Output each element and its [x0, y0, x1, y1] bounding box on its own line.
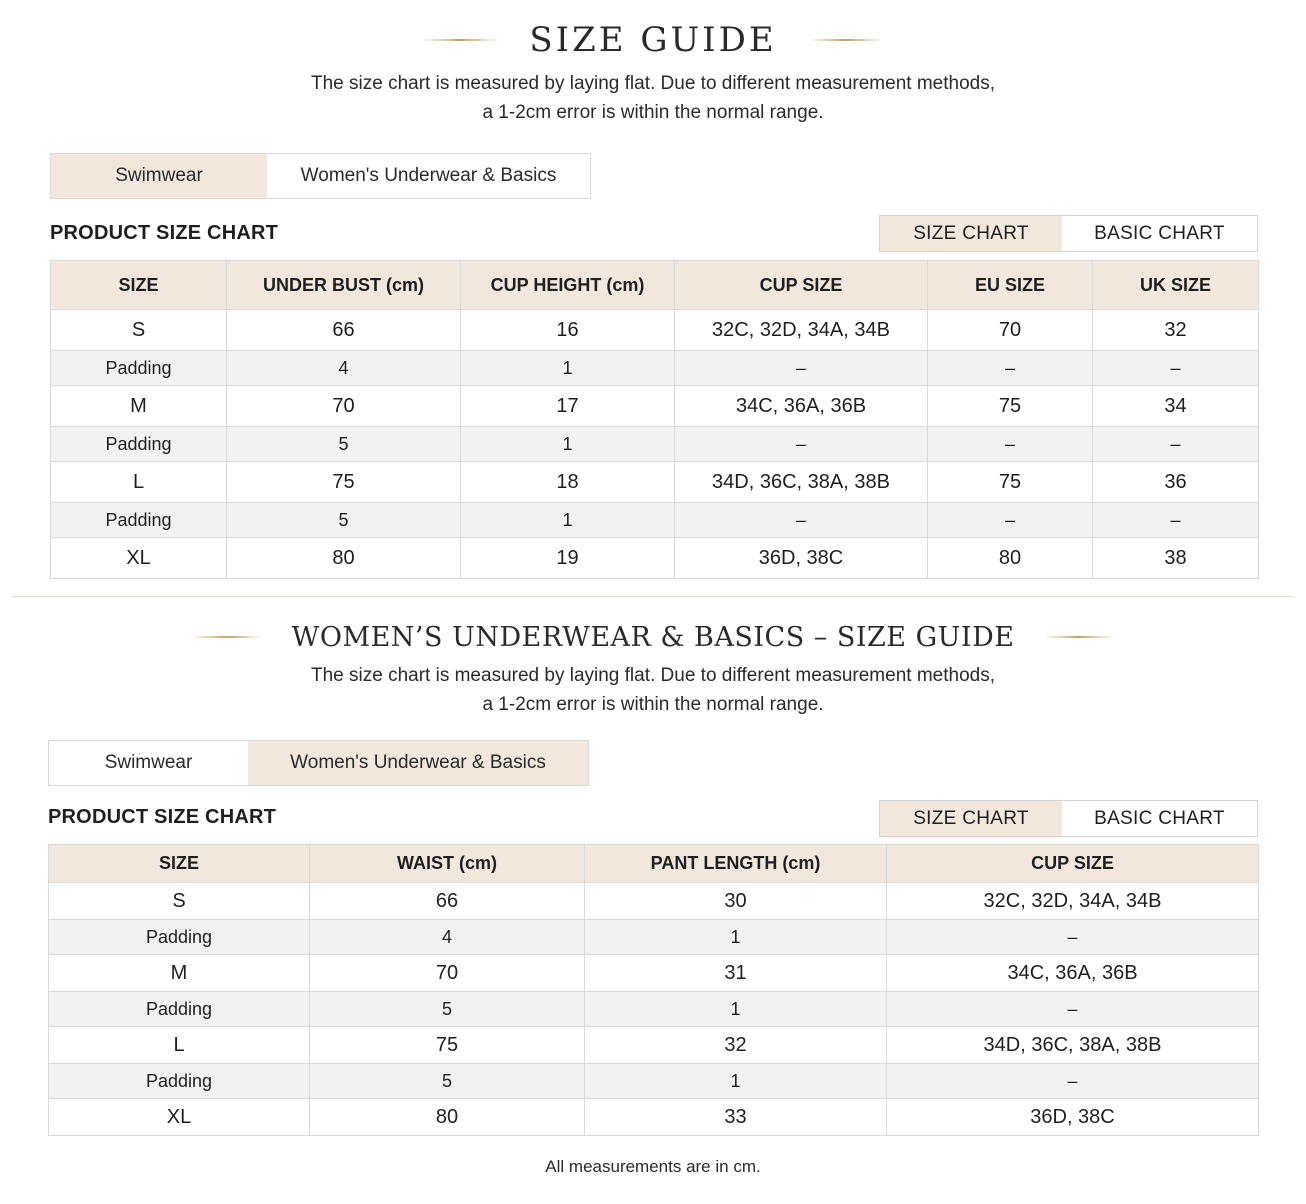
- title-rule-left: [423, 39, 497, 41]
- swimwear-title-row: [0, 18, 1306, 62]
- table-cell: Padding: [49, 1064, 310, 1099]
- table-cell: 34D, 36C, 38A, 38B: [675, 462, 928, 503]
- table-cell: L: [49, 1027, 310, 1064]
- table-cell: –: [928, 427, 1093, 462]
- table-row: [51, 351, 1259, 386]
- table-cell: 4: [310, 920, 585, 955]
- table-cell: 1: [461, 427, 675, 462]
- column-header: CUP HEIGHT (cm): [461, 261, 675, 310]
- table-cell: XL: [49, 1099, 310, 1136]
- chart-type-toggle: [879, 800, 1258, 837]
- table-header-row: [51, 261, 1259, 310]
- column-header: UNDER BUST (cm): [227, 261, 461, 310]
- table-row: [49, 992, 1259, 1027]
- column-header: CUP SIZE: [887, 845, 1259, 883]
- table-cell: 19: [461, 538, 675, 579]
- column-header: UK SIZE: [1093, 261, 1259, 310]
- table-cell: 32: [1093, 310, 1259, 351]
- table-cell: –: [928, 503, 1093, 538]
- basic-chart-button[interactable]: BASIC CHART: [1062, 801, 1257, 836]
- column-header: SIZE: [51, 261, 227, 310]
- table-cell: 70: [928, 310, 1093, 351]
- table-cell: 34: [1093, 386, 1259, 427]
- tab-womens-underwear-basics[interactable]: Women's Underwear & Basics: [267, 154, 590, 198]
- product-size-chart-label: PRODUCT SIZE CHART: [48, 806, 277, 828]
- column-header: CUP SIZE: [675, 261, 928, 310]
- table-cell: 16: [461, 310, 675, 351]
- underwear-size-guide-section: [0, 597, 1306, 1204]
- table-cell: 80: [227, 538, 461, 579]
- table-cell: 36: [1093, 462, 1259, 503]
- table-cell: M: [51, 386, 227, 427]
- table-row: [51, 503, 1259, 538]
- table-cell: 75: [928, 462, 1093, 503]
- table-row: [51, 386, 1259, 427]
- measurements-note: All measurements are in cm.: [545, 1157, 761, 1176]
- swimwear-size-guide-section: [0, 0, 1306, 596]
- table-row: [49, 1064, 1259, 1099]
- column-header: WAIST (cm): [310, 845, 585, 883]
- table-cell: 36D, 38C: [675, 538, 928, 579]
- table-cell: L: [51, 462, 227, 503]
- table-cell: 4: [227, 351, 461, 386]
- column-header: PANT LENGTH (cm): [585, 845, 887, 883]
- table-row: [49, 920, 1259, 955]
- table-cell: Padding: [49, 992, 310, 1027]
- table-cell: S: [49, 883, 310, 920]
- subtitle-line-1: The size chart is measured by laying flat. Due to different measurement methods,: [311, 665, 995, 686]
- title-rule-right: [1044, 636, 1114, 638]
- underwear-subtitle: [0, 661, 1306, 719]
- table-cell: 32C, 32D, 34A, 34B: [675, 310, 928, 351]
- table-cell: 70: [227, 386, 461, 427]
- table-cell: S: [51, 310, 227, 351]
- table-cell: –: [675, 503, 928, 538]
- table-cell: 75: [227, 462, 461, 503]
- swimwear-title: SIZE GUIDE: [529, 20, 777, 60]
- size-chart-button[interactable]: SIZE CHART: [880, 216, 1062, 251]
- table-cell: 32C, 32D, 34A, 34B: [887, 883, 1259, 920]
- table-cell: 38: [1093, 538, 1259, 579]
- table-cell: –: [887, 1064, 1259, 1099]
- table-cell: 30: [585, 883, 887, 920]
- subtitle-line-2: a 1-2cm error is within the normal range.: [482, 694, 824, 715]
- table-cell: 32: [585, 1027, 887, 1064]
- table-cell: 1: [461, 503, 675, 538]
- subtitle-line-2: a 1-2cm error is within the normal range.: [482, 102, 824, 123]
- table-cell: –: [928, 351, 1093, 386]
- column-header: EU SIZE: [928, 261, 1093, 310]
- table-row: [49, 1099, 1259, 1136]
- table-cell: –: [887, 920, 1259, 955]
- table-cell: 5: [227, 503, 461, 538]
- table-row: [49, 1027, 1259, 1064]
- table-cell: Padding: [51, 503, 227, 538]
- table-cell: 1: [585, 1064, 887, 1099]
- table-cell: M: [49, 955, 310, 992]
- table-cell: –: [675, 351, 928, 386]
- table-cell: 18: [461, 462, 675, 503]
- table-cell: 5: [310, 1064, 585, 1099]
- table-row: [51, 427, 1259, 462]
- table-cell: 5: [310, 992, 585, 1027]
- title-rule-right: [809, 39, 883, 41]
- chart-type-toggle: [879, 215, 1258, 252]
- table-cell: 34D, 36C, 38A, 38B: [887, 1027, 1259, 1064]
- table-cell: 70: [310, 955, 585, 992]
- table-cell: 75: [310, 1027, 585, 1064]
- table-cell: 34C, 36A, 36B: [675, 386, 928, 427]
- table-cell: –: [1093, 351, 1259, 386]
- table-cell: 1: [585, 992, 887, 1027]
- underwear-title: WOMEN’S UNDERWEAR & BASICS – SIZE GUIDE: [291, 621, 1015, 653]
- swimwear-size-table: [50, 260, 1259, 579]
- table-cell: 31: [585, 955, 887, 992]
- table-row: [49, 955, 1259, 992]
- table-cell: Padding: [51, 427, 227, 462]
- basic-chart-button[interactable]: BASIC CHART: [1062, 216, 1257, 251]
- category-tabs: [48, 740, 589, 786]
- subtitle-line-1: The size chart is measured by laying flat. Due to different measurement methods,: [311, 73, 995, 94]
- table-cell: –: [1093, 503, 1259, 538]
- table-row: [51, 462, 1259, 503]
- size-chart-button[interactable]: SIZE CHART: [880, 801, 1062, 836]
- title-rule-left: [192, 636, 262, 638]
- table-cell: 80: [310, 1099, 585, 1136]
- table-cell: 36D, 38C: [887, 1099, 1259, 1136]
- table-cell: 1: [461, 351, 675, 386]
- table-cell: 5: [227, 427, 461, 462]
- underwear-title-row: [0, 617, 1306, 657]
- table-cell: –: [675, 427, 928, 462]
- table-row: [51, 310, 1259, 351]
- tab-swimwear[interactable]: Swimwear: [51, 154, 267, 198]
- table-cell: 80: [928, 538, 1093, 579]
- table-cell: 34C, 36A, 36B: [887, 955, 1259, 992]
- product-size-chart-label: PRODUCT SIZE CHART: [50, 222, 279, 244]
- tab-swimwear[interactable]: Swimwear: [49, 741, 248, 785]
- table-cell: 17: [461, 386, 675, 427]
- table-header-row: [49, 845, 1259, 883]
- column-header: SIZE: [49, 845, 310, 883]
- table-cell: Padding: [51, 351, 227, 386]
- table-cell: 66: [227, 310, 461, 351]
- table-cell: 1: [585, 920, 887, 955]
- table-cell: XL: [51, 538, 227, 579]
- table-cell: 66: [310, 883, 585, 920]
- table-cell: 75: [928, 386, 1093, 427]
- tab-womens-underwear-basics[interactable]: Women's Underwear & Basics: [248, 741, 588, 785]
- table-row: [51, 538, 1259, 579]
- table-cell: –: [887, 992, 1259, 1027]
- table-row: [49, 883, 1259, 920]
- underwear-size-table: [48, 844, 1259, 1136]
- table-cell: 33: [585, 1099, 887, 1136]
- table-cell: Padding: [49, 920, 310, 955]
- category-tabs: [50, 153, 591, 199]
- swimwear-subtitle: [0, 69, 1306, 127]
- table-cell: –: [1093, 427, 1259, 462]
